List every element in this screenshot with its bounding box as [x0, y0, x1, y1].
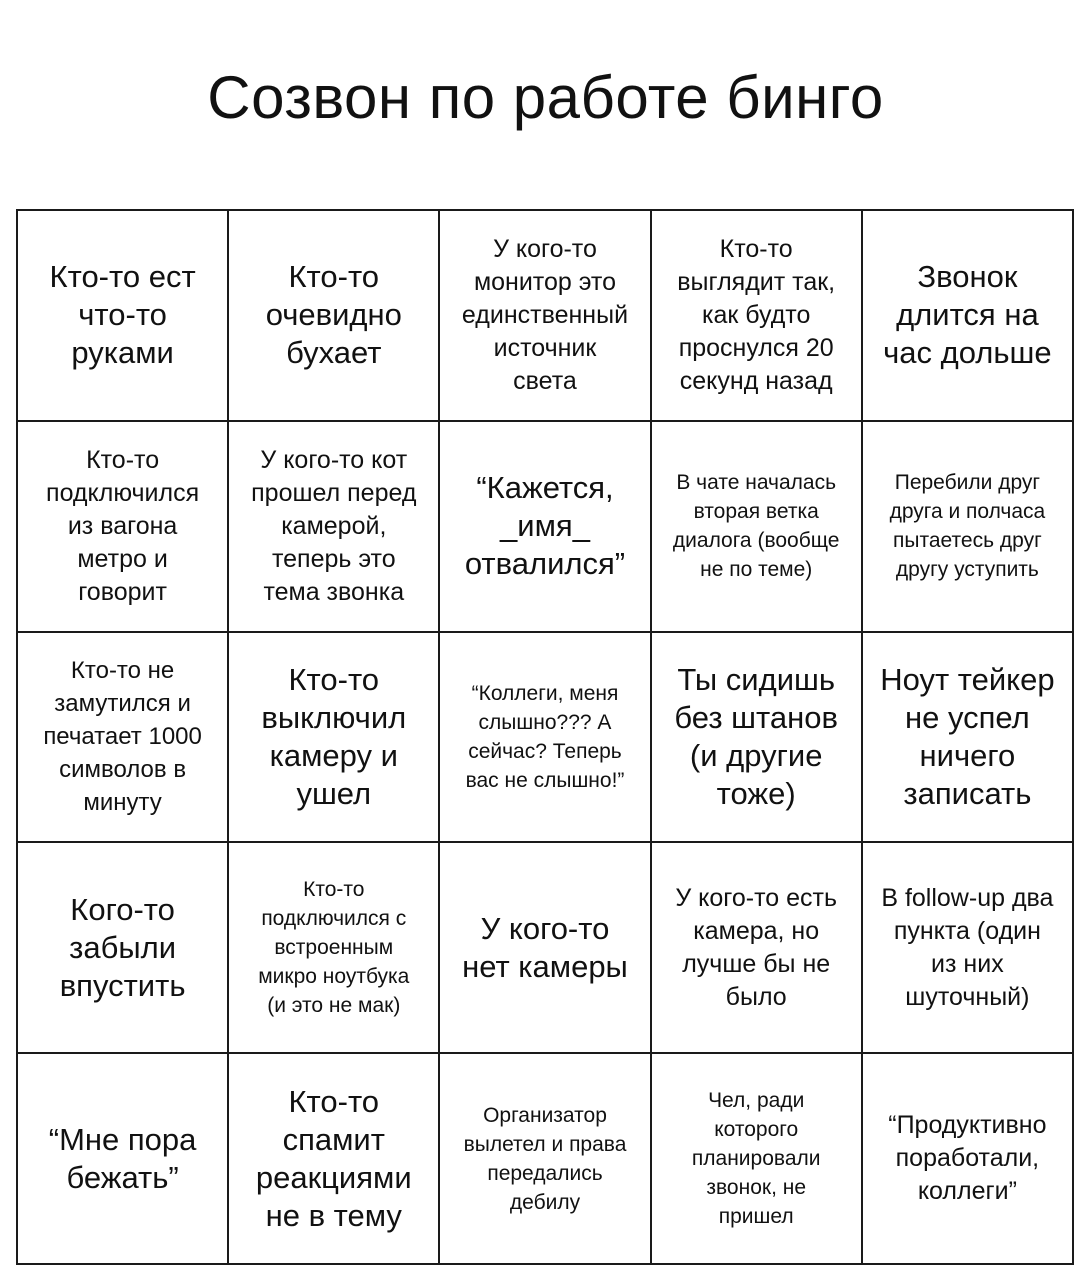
bingo-cell-r4-c2[interactable]: Кто-то подключился с встроенным микро ноутбука (и это не мак) [229, 843, 440, 1054]
bingo-cell-r3-c4[interactable]: Ты сидишь без штанов (и другие тоже) [652, 633, 863, 844]
bingo-cell-r1-c3[interactable]: У кого-то монитор это единственный источник света [440, 211, 651, 422]
bingo-cell-r5-c4[interactable]: Чел, ради которого планировали звонок, не пришел [652, 1054, 863, 1265]
bingo-cell-r3-c3[interactable]: “Коллеги, меня слышно??? А сейчас? Теперь вас не слышно!” [440, 633, 651, 844]
page-title: Созвон по работе бинго [207, 64, 884, 131]
bingo-cell-r3-c2[interactable]: Кто-то выключил камеру и ушел [229, 633, 440, 844]
bingo-cell-r4-c5[interactable]: В follow-up два пункта (один из них шуточный) [863, 843, 1074, 1054]
bingo-cell-r5-c5[interactable]: “Продуктивно поработали, коллеги” [863, 1054, 1074, 1265]
bingo-cell-r2-c4[interactable]: В чате началась вторая ветка диалога (вообще не по теме) [652, 422, 863, 633]
bingo-cell-r4-c4[interactable]: У кого-то есть камера, но лучше бы не было [652, 843, 863, 1054]
bingo-cell-r4-c3[interactable]: У кого-то нет камеры [440, 843, 651, 1054]
bingo-cell-r5-c1[interactable]: “Мне пора бежать” [18, 1054, 229, 1265]
bingo-cell-r2-c3[interactable]: “Кажется, _имя_ отвалился” [440, 422, 651, 633]
bingo-cell-r2-c2[interactable]: У кого-то кот прошел перед камерой, теперь это тема звонка [229, 422, 440, 633]
bingo-cell-r1-c4[interactable]: Кто-то выглядит так, как будто проснулся 20 секунд назад [652, 211, 863, 422]
bingo-cell-r1-c1[interactable]: Кто-то ест что-то руками [18, 211, 229, 422]
bingo-cell-r5-c2[interactable]: Кто-то спамит реакциями не в тему [229, 1054, 440, 1265]
bingo-cell-r3-c1[interactable]: Кто-то не замутился и печатает 1000 символов в минуту [18, 633, 229, 844]
bingo-cell-r4-c1[interactable]: Кого-то забыли впустить [18, 843, 229, 1054]
bingo-cell-r2-c5[interactable]: Перебили друг друга и полчаса пытаетесь друг другу уступить [863, 422, 1074, 633]
bingo-cell-r1-c2[interactable]: Кто-то очевидно бухает [229, 211, 440, 422]
bingo-cell-r3-c5[interactable]: Ноут тейкер не успел ничего записать [863, 633, 1074, 844]
bingo-cell-r1-c5[interactable]: Звонок длится на час дольше [863, 211, 1074, 422]
bingo-cell-r5-c3[interactable]: Организатор вылетел и права передались дебилу [440, 1054, 651, 1265]
bingo-grid [16, 209, 1074, 1265]
bingo-cell-r2-c1[interactable]: Кто-то подключился из вагона метро и говорит [18, 422, 229, 633]
